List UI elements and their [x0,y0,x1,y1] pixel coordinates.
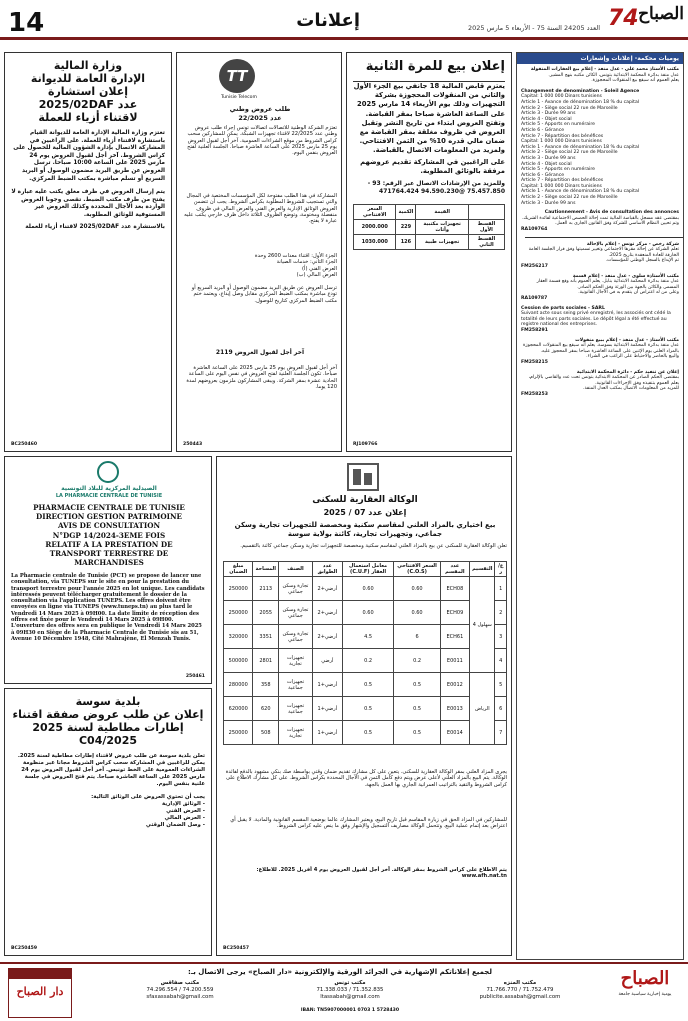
ad-code: BC250457 [223,946,250,952]
issue-line: العدد 24205 السنة 75 - الأربعاء 5 مارس 2025 [468,24,600,32]
dar-assabah-logo: دار الصباح [8,968,72,1018]
tender-ref: عدد 22/2025 [238,114,282,122]
table-row: 2 ECH09 0.60 0.60 أرضي+2 تجارة وسكن جماعي 2055 250000 [224,601,507,625]
notice-block-5: مكتب الأستاذة سلوى - عدل منفذ - إعلام قسمة عدل منفذ بدائرة المحكمة الابتدائية بنابل. يعلم العموم بأنه وقع قسمة العقار المسمى والكائن بالجهة بين الورثة وفق الحكم الصادر. وعلى من له اعتراض أن يتقدم به في الآجال القانونية. RA109787 [521,273,679,301]
legal-notices-column [516,52,684,960]
table-row: 7 E0014 0.5 0.5 أرضي+1 تجهيزات تجارية 508 250000 [224,721,507,745]
notice-block-8: إعلان عن تنفيذ حكم - دائرة المحكمة الابتدائية بمقتضى الحكم الصادر عن المحكمة الابتدائية بتونس تحت عدد والقاضي بالإلزام، يعلم العموم بتنفيذه وفق الإجراءات القانونية. للمزيد من المعلومات الاتصال بمكتب العدل المنفذ. FM258253 [521,369,679,397]
sousse-body: تعلن بلدية سوسة عن طلب عروض لاقتناء إطارات مطاطية لسنة 2025. يمكن للراغبين في المشاركة سحب كراس الشروط مجانا عبر منظومة الشراءات العمومية على الخط تونبس. آخر أجل لقبول العروض يوم 24 مارس 2025 على الساعة العاشرة صباحا. يتم فتح العروض في جلسة علنية بنفس اليوم. [17,753,205,787]
table-row: 6 E0013 0.5 0.5 أرضي+1 تجهيزات جماعية 620 620000 [224,697,507,721]
housing-table: ع/ر التقسيم عدد المقسم السعر الافتتاحي (C.O.S) معامل استعمال العقار (C.U.F) عدد الطوابق الصنف المساحة مبلغ الضمان 1 سهلول 4 ECH08 0.60 0.60 أرضي+2 تجارة وسكن جماعي 2113 250000 2 ECH09 0.60 0.60 أرضي+2 تجارة وسكن جماعي 2055 250000 3 ECH61 6 4.5 أرضي+2 تجارة وسكن جماعي 3351 320000 4 E0011 0.2 0.2 أرضي تجهيزات تجارية 2801 500000 5 الرياض E0012 0.5 0.5 أرضي+1 تجهيزات جماعية 358 280000 6 E0013 0.5 0.5 أرضي+1 تجهيزات جماعية 620 620000 7 E0014 0.5 0.5 أرضي+1 تجهيزات تجارية 508 250000 [223,561,507,745]
housing-auction-ad: الوكالة العقارية للسكنى إعلان عدد 07 / 2025 بيع اختياري بالمزاد العلني لمقاسم سكنية ومخصصة للتجهيزات تجارية وسكن جماعي، وتجهيزات تجارية، كائنة بولاية سوسة تعلن الوكالة العقارية للسكنى عن بيع بالمزاد العلني لمقاسم سكنية ومخصصة للتجهيزات تجارية وسكن جماعي كائنة بالتقسيم. ع/ر التقسيم عدد المقسم السعر الافتتاحي (C.O.S) معامل استعمال العقار (C.U.F) عدد الطوابق الصنف المساحة مبلغ الضمان 1 سهلول 4 ECH08 0.60 0.60 أرضي+2 تجارة وسكن جماعي 2113 250000 2 ECH09 0.60 0.60 أرضي+2 تجارة وسكن جماعي 2055 250000 3 ECH61 6 4.5 أرضي+2 تجارة وسكن جماعي 3351 320000 4 E0011 0.2 0.2 أرضي تجهيزات تجارية 2801 500000 5 الرياض E0012 0.5 0.5 أرضي+1 تجهيزات جماعية 358 280000 6 E0013 0.5 0.5 أرضي+1 تجهيزات جماعية 620 620000 7 E0014 0.5 0.5 أرضي+1 تجهيزات تجارية 508 250000 يجرى المزاد العلني بمقر الوكالة العقارية للسكنى. يتعين على كل مشارك تقديم ضمان وقتي بواسطة صك بنكي مشهود بالدفع لفائدة الوكالة. يتم البيع بالمزاد العلني لأعلى عرض ويتم دفع كامل الثمن في الآجال المحددة بكراس الشروط. على كل مشارك الاطلاع على كراس الشروط والتقيد بالتراتيب العمرانية الجاري بها العمل بالجهة. للمشاركين في المزاد الحق في زيارة المقاسم قبل تاريخ البيع، ويعتبر المشارك عالما بوضعية المقسم القانونية والمادية. لا يقبل أي اعتراض بعد إتمام عملية البيع. وتتحمل الوكالة مصاريف التسجيل والإشهار وفق ما ينص عليه كراس الشروط. يتم الاطلاع على كراس الشروط بمقر الوكالة. آخر أجل لقبول العروض يوم 4 أفريل 2025. للاطلاع: www.afh.nat.tn BC250457 [216,456,512,956]
pct-title: PHARMACIE CENTRALE DE TUNISIE DIRECTION GESTION PATRIMOINE AVIS DE CONSULTATION N°DGP 14/2024-3EME FOIS RELATIF A LA PRESTATION DE TRANSPORT TERRESTRE DE MARCHANDISES [33,503,185,568]
sale-notice-table-wrap [347,200,511,254]
sale-notice-title: إعلان بيع للمرة الثانية [365,59,505,74]
sale-notice-ad: إعلان بيع للمرة الثانية يعتزم قابض المالية 18 جانفي بيع الجزء الأول والثاني من المنقولات المحجوزة بشركة التجهيزات وذلك يوم الأربعاء 14 مارس 2025 على الساعة العاشرة صباحا بمقر القباضة. وتفتح العروض ابتداء من تاريخ النشر وتقبل العروض في ظروف مغلقة بمقر القباضة مع ضمان مالي قدره 10% من الثمن الافتتاحي. ولمزيد من المعلومات الاتصال بالقباضة. على الراغبين في المشاركة تقديم عروضهم مرفقة بالوثائق المطلوبة. وللمزيد من الإرشادات الاتصال عبر الرقم: 93 - 75.457.850 @94.590.230 471764.424 القيمة الكمية السعر الافتتاحي القسط الأول تجهيزات مكتبية وأثاث 229 2000.000 القسط الثاني تجهيزات طبية 126 1030.000 RJ109766 [346,52,512,452]
legal-notices-banner: يوميات محكمة- إعلانات وإشعارات [517,53,683,64]
sale-notice-contact: وللمزيد من الإرشادات الاتصال عبر الرقم: 93 - 75.457.850 @94.590.230 471764.424 [367,180,505,196]
ad-code: BC250460 [11,442,38,448]
table-row: القسط الثاني تجهيزات طبية 126 1030.000 [354,235,505,250]
office-menzah: مكتب المنزه 71.752.479 / 71.766.770 publicite.assabah@gmail.com [479,980,561,1000]
pct-body: La Pharmacie centrale de Tunisie (PCT) se propose de lancer une consultation, via TUNEPS sur le site en pour la prestation du transport terrestre pour l'année 2025 en lot unique. Les candidats intéressés peuvent télécharger gratuitement le dossier de la consultation via l'application TUNEPS. Les offres doivent être envoyées en ligne via TUNEPS (www.tuneps.tn) au plus tard le Vendredi 14 Mars 2025 à 09H00. La date limite de réception des offres est fixée pour le Vendredi 14 Mars 2025 à 09H00. L'ouverture des offres sera en publique le Vendredi 14 Mars 2025 à 09H30 en Siège de la Pharmacie Centrale de Tunisie sis au 51, Avenue 10 Décembre 1948, Cité Mahrajène, El Menzah Tunis. [11,573,205,642]
housing-footer: يتم الاطلاع على كراس الشروط بمقر الوكالة. آخر أجل لقبول العروض يوم 4 أفريل 2025. للاطلاع: www.afh.nat.tn [256,867,507,880]
finance-body: تعتزم وزارة المالية الإدارة العامة للديوانة القيام باستشارة لاقتناء أزياء للعملة. على الراغبين في المشاركة الاتصال بإدارة الشؤون المالية للحصول على كراس الشروط. آخر أجل لقبول العروض يوم 24 مارس 2025 على الساعة 10:00 صباحا. ترسل العروض عن طريق البريد مضمون الوصول أو البريد السريع أو تسلم مباشرة بمكتب الضبط المركزي. [13,130,165,182]
table-row: 3 ECH61 6 4.5 أرضي+2 تجارة وسكن جماعي 3351 320000 [224,625,507,649]
housing-table-wrap [223,561,507,745]
footer-brand: الصباح [620,968,670,989]
newspaper-logo: 74 الصباح [608,4,684,31]
ad-code: 250461 [185,674,205,680]
notice-block-1: مكتب الأستاذ محمد علي - عدل منفذ - إعلام بيع العقارات المنقولة عدل منفذ بدائرة المحكمة الابتدائية بتونس، الكائن مكتبه بنهج المشير. يعلم العموم أنه سيقع بيع المنقولات المحجوزة. [530,67,679,84]
afh-logo-icon [347,463,379,491]
table-row: 4 E0011 0.2 0.2 أرضي تجهيزات تجارية 2801 500000 [224,649,507,673]
notice-block-2: Changement de denomination - Soleil Agence Capital: 1 000 000 Dinars tunisiens Article 1 - Avance de dénomination 18 % du capital Article 2 - Siège social 22 rue de Marseille Article 3 - Durée 99 ans Article 4 - Objet social Article 5 - Apports en numéraire Article 6 - Gérance Article 7 - Répartition des bénéfices Capital: 1 000 000 Dinars tunisiens Article 1 - Avance de dénomination 18 % du capital Article 2 - Siège social 22 rue de Marseille Article 3 - Durée 99 ans Article 4 - Objet social Article 5 - Apports en numéraire Article 6 - Gérance Article 7 - Répartition des bénéfices Capital: 1 000 000 Dinars tunisiens Article 1 - Avance de dénomination 18 % du capital Article 2 - Siège social 22 rue de Marseille Article 3 - Durée 99 ans [521,88,640,206]
office-sfax: مكتب صفاقس 74.200.559 / 74.296.554 sfaxassabah@gmail.com [146,980,214,1000]
notice-block-4: شركة رخص - مركز تونس - إعلام بالإحالة تعلم الشركة عن إحالة مقرها الاجتماعي وتغيير تسميتها وفق قرار الجلسة العامة الخارقة للعادة المنعقدة بتاريخ 2025. تم الإيداع بالسجل الوطني للمؤسسات. FM256217 [521,241,679,269]
pct-consultation-ad: الصيدلية المركزية للبلاد التونسية LA PHARMACIE CENTRALE DE TUNISIE PHARMACIE CENTRALE DE TUNISIE DIRECTION GESTION PATRIMOINE AVIS DE CONSULTATION N°DGP 14/2024-3EME FOIS RELATIF A LA PRESTATION DE TRANSPORT TERRESTRE DE MARCHANDISES La Pharmacie centrale de Tunisie (PCT) se propose de lancer une consultation, via TUNEPS sur le site en pour la prestation du transport terrestre pour l'année 2025 en lot unique. Les candidats intéressés peuvent télécharger gratuitement le dossier de la consultation via l'application TUNEPS. Les offres doivent être envoyées en ligne via TUNEPS (www.tuneps.tn) au plus tard le Vendredi 14 Mars 2025 à 09H00. La date limite de réception des offres est fixée pour le Vendredi 14 Mars 2025 à 09H00. L'ouverture des offres sera en publique le Vendredi 14 Mars 2025 à 09H30 en Siège de la Pharmacie Centrale de Tunisie sis au 51, Avenue 10 Décembre 1948, Cité Mahrajène, El Menzah Tunis. 250461 [4,456,212,684]
housing-headline: بيع اختياري بالمزاد العلني لمقاسم سكنية ومخصصة للتجهيزات تجارية وسكن جماعي، وتجهيزات تجارية، كائنة بولاية سوسة [234,521,496,538]
sale-notice-body: يعتزم قابض المالية 18 جانفي بيع الجزء الأول والثاني من المنقولات المحجوزة بشركة التجهيزات وذلك يوم الأربعاء 14 مارس 2025 على الساعة العاشرة صباحا بمقر القباضة. وتفتح العروض ابتداء من تاريخ النشر وتقبل العروض في ظروف مغلقة بمقر القباضة مع ضمان مالي قدره 10% من الثمن الافتتاحي. ولمزيد من المعلومات الاتصال بالقباضة. [353,82,505,155]
table-row: القسط الأول تجهيزات مكتبية وأثاث 229 2000.000 [354,220,505,235]
tunisie-telecom-logo: TT [219,59,255,93]
notice-block-6: Cession de parts sociales - SARL Suivant acte sous seing privé enregistré, les associés ont cédé la totalité de leurs parts sociales. Le dépôt légal a été effectué au registre national des entreprises. FM258291 [521,305,671,333]
office-tunis: مكتب تونس 71.352.835 / 71.338.033 ltassabah@gmail.com [316,980,384,1000]
sale-notice-table: القيمة الكمية السعر الافتتاحي القسط الأول تجهيزات مكتبية وأثاث 229 2000.000 القسط الثاني تجهيزات طبية 126 1030.000 [353,204,505,250]
pct-logo-icon [97,461,119,483]
ad-code: RJ109766 [353,442,378,448]
finance-consultation-ad: وزارة المالية الإدارة العامة للديوانة إعلان استشارة عدد 2025/02DAF لاقتناء أزياء للعملة تعتزم وزارة المالية الإدارة العامة للديوانة القيام باستشارة لاقتناء أزياء للعملة. على الراغبين في المشاركة الاتصال بإدارة الشؤون المالية للحصول على كراس الشروط. آخر أجل لقبول العروض يوم 24 مارس 2025 على الساعة 10:00 صباحا. ترسل العروض عن طريق البريد مضمون الوصول أو البريد السريع أو تسلم مباشرة بمكتب الضبط المركزي. يتم إرسال العروض في ظرف مغلق يكتب عليه عبارة لا يفتح من طرف مكتب الضبط. تقصى وجوبا العروض الواردة بعد الآجال المحددة وكذلك العروض غير المستوفية للوثائق المطلوبة. بالاستشارة عدد 2025/02DAF لاقتناء أزياء للعملة BC250460 [4,52,172,452]
notice-block-3: Cautionnement - Avis de consultation des annonces بمقتضى عقد مسجل بالقباضة المالية تمت إحالة الحصص الاجتماعية لفائدة الشريك. وتم تحيين النظام الأساسي للشركة وفق القانون الجاري به العمل. RA109764 [521,210,679,233]
section-title: إعلانات [296,10,360,31]
telecom-tender-ad: TT Tunisie Telecom طلب عروض وطني عدد 22/2025 تعتزم الشركة الوطنية للاتصالات اتصالات تونس إجراء طلب عروض وطني عدد 22/2025 لاقتناء تجهيزات الشبكة. يمكن للمشاركين سحب كراس الشروط من موقع الشراءات العمومية. آخر أجل لقبول العروض يوم 25 مارس 2025 على الساعة العاشرة صباحا. الجلسة العلنية لفتح العروض بنفس اليوم. المشاركة في هذا الطلب مفتوحة لكل المؤسسات المختصة في المجال والتي تستجيب للشروط المطلوبة بكراس الشروط. يجب أن تتضمن العروض الوثائق الإدارية والعرض الفني والعرض المالي في ظروف منفصلة ومختومة، وتوضع الظروف الثلاثة داخل ظرف خارجي يكتب عليه عبارة لا يفتح. الجزء الأول: اقتناء معدات 2600 وحدة الجزء الثاني: خدمات الصيانة العرض الفني (أ) العرض المالي (ب) ترسل العروض عن طريق البريد مضمون الوصول أو البريد السريع أو تودع مباشرة بمكتب الضبط المركزي مقابل وصل إيداع، ويعتمد ختم مكتب الضبط المركزي كتاريخ للوصول. آخر أجل لقبول العروض 2119 آخر أجل لقبول العروض يوم 25 مارس 2025 على الساعة العاشرة صباحا. تكون الجلسة العلنية لفتح العروض في نفس اليوم على الساعة الحادية عشرة بمقر الشركة. ويبقى المشاركون ملزمون بعروضهم لمدة 120 يوما. 250443 [176,52,342,452]
table-row: 1 سهلول 4 ECH08 0.60 0.60 أرضي+2 تجارة وسكن جماعي 2113 250000 [224,577,507,601]
page-number: 14 [8,8,45,38]
notice-block-7: مكتب الأستاذ - عدل منفذ - إعلام ببيع منقولات عدل منفذ بدائرة المحكمة الابتدائية بسوسة. يعلم أنه سيقع بيع المنقولات المحجوزة بالمزاد العلني يوم الإثنين على الساعة العاشرة صباحا بمقر المحجوز عليه. والبيع بالحاضر والاحتياط على الراغب في الشراء. FM258215 [521,337,679,365]
sousse-title: بلدية سوسة إعلان عن طلب عروض صفقة اقتناء إطارات مطاطية لسنة 2025 2025/C04 [12,695,204,747]
table-row: 5 الرياض E0012 0.5 0.5 أرضي+1 تجهيزات جماعية 358 280000 [224,673,507,697]
ad-code: 250443 [183,442,203,448]
page-footer: الصباح يومية إخبارية سياسية جامعة لجميع إعلاناتكم الإشهارية في الجرائد الورقية والإلكترونية «دار الصباح» يرجى الاتصال بـ: مكتب المنزه 71.752.479 / 71.766.770 publicite.assabah@gmail.com مكتب تونس 71.352.835 / 71.338.033 ltassabah@gmail.com مكتب صفاقس 74.200.559 / 74.296.554 sfaxassabah@gmail.com IBAN: TN5907000001 0703 1 5728430 دار الصباح [0,962,688,1021]
tender-body: تعتزم الشركة الوطنية للاتصالات اتصالات تونس إجراء طلب عروض وطني عدد 22/2025 لاقتناء تجهيزات الشبكة. يمكن للمشاركين سحب كراس الشروط من موقع الشراءات العمومية. آخر أجل لقبول العروض يوم 25 مارس 2025 على الساعة العاشرة صباحا. الجلسة العلنية لفتح العروض بنفس اليوم. [187,125,337,157]
finance-title: وزارة المالية الإدارة العامة للديوانة إعلان استشارة عدد 2025/02DAF لاقتناء أزياء للعملة [30,59,146,124]
housing-ref: إعلان عدد 07 / 2025 [323,508,407,517]
sousse-tender-ad: بلدية سوسة إعلان عن طلب عروض صفقة اقتناء إطارات مطاطية لسنة 2025 2025/C04 تعلن بلدية سوسة عن طلب عروض لاقتناء إطارات مطاطية لسنة 2025. يمكن للراغبين في المشاركة سحب كراس الشروط مجانا عبر منظومة الشراءات العمومية على الخط تونبس. آخر أجل لقبول العروض يوم 24 مارس 2025 على الساعة العاشرة صباحا. يتم فتح العروض في جلسة علنية بنفس اليوم. يجب أن تحتوي العروض على الوثائق التالية: - الوثائق الإدارية - العرض الفني - العرض المالي - وصل الضمان الوقتي BC250459 [4,688,212,956]
footer-bank: IBAN: TN5907000001 0703 1 5728430 [300,1008,400,1013]
footer-headline: لجميع إعلاناتكم الإشهارية في الجرائد الورقية والإلكترونية «دار الصباح» يرجى الاتصال بـ: [188,968,492,976]
ad-code: BC250459 [11,946,38,952]
